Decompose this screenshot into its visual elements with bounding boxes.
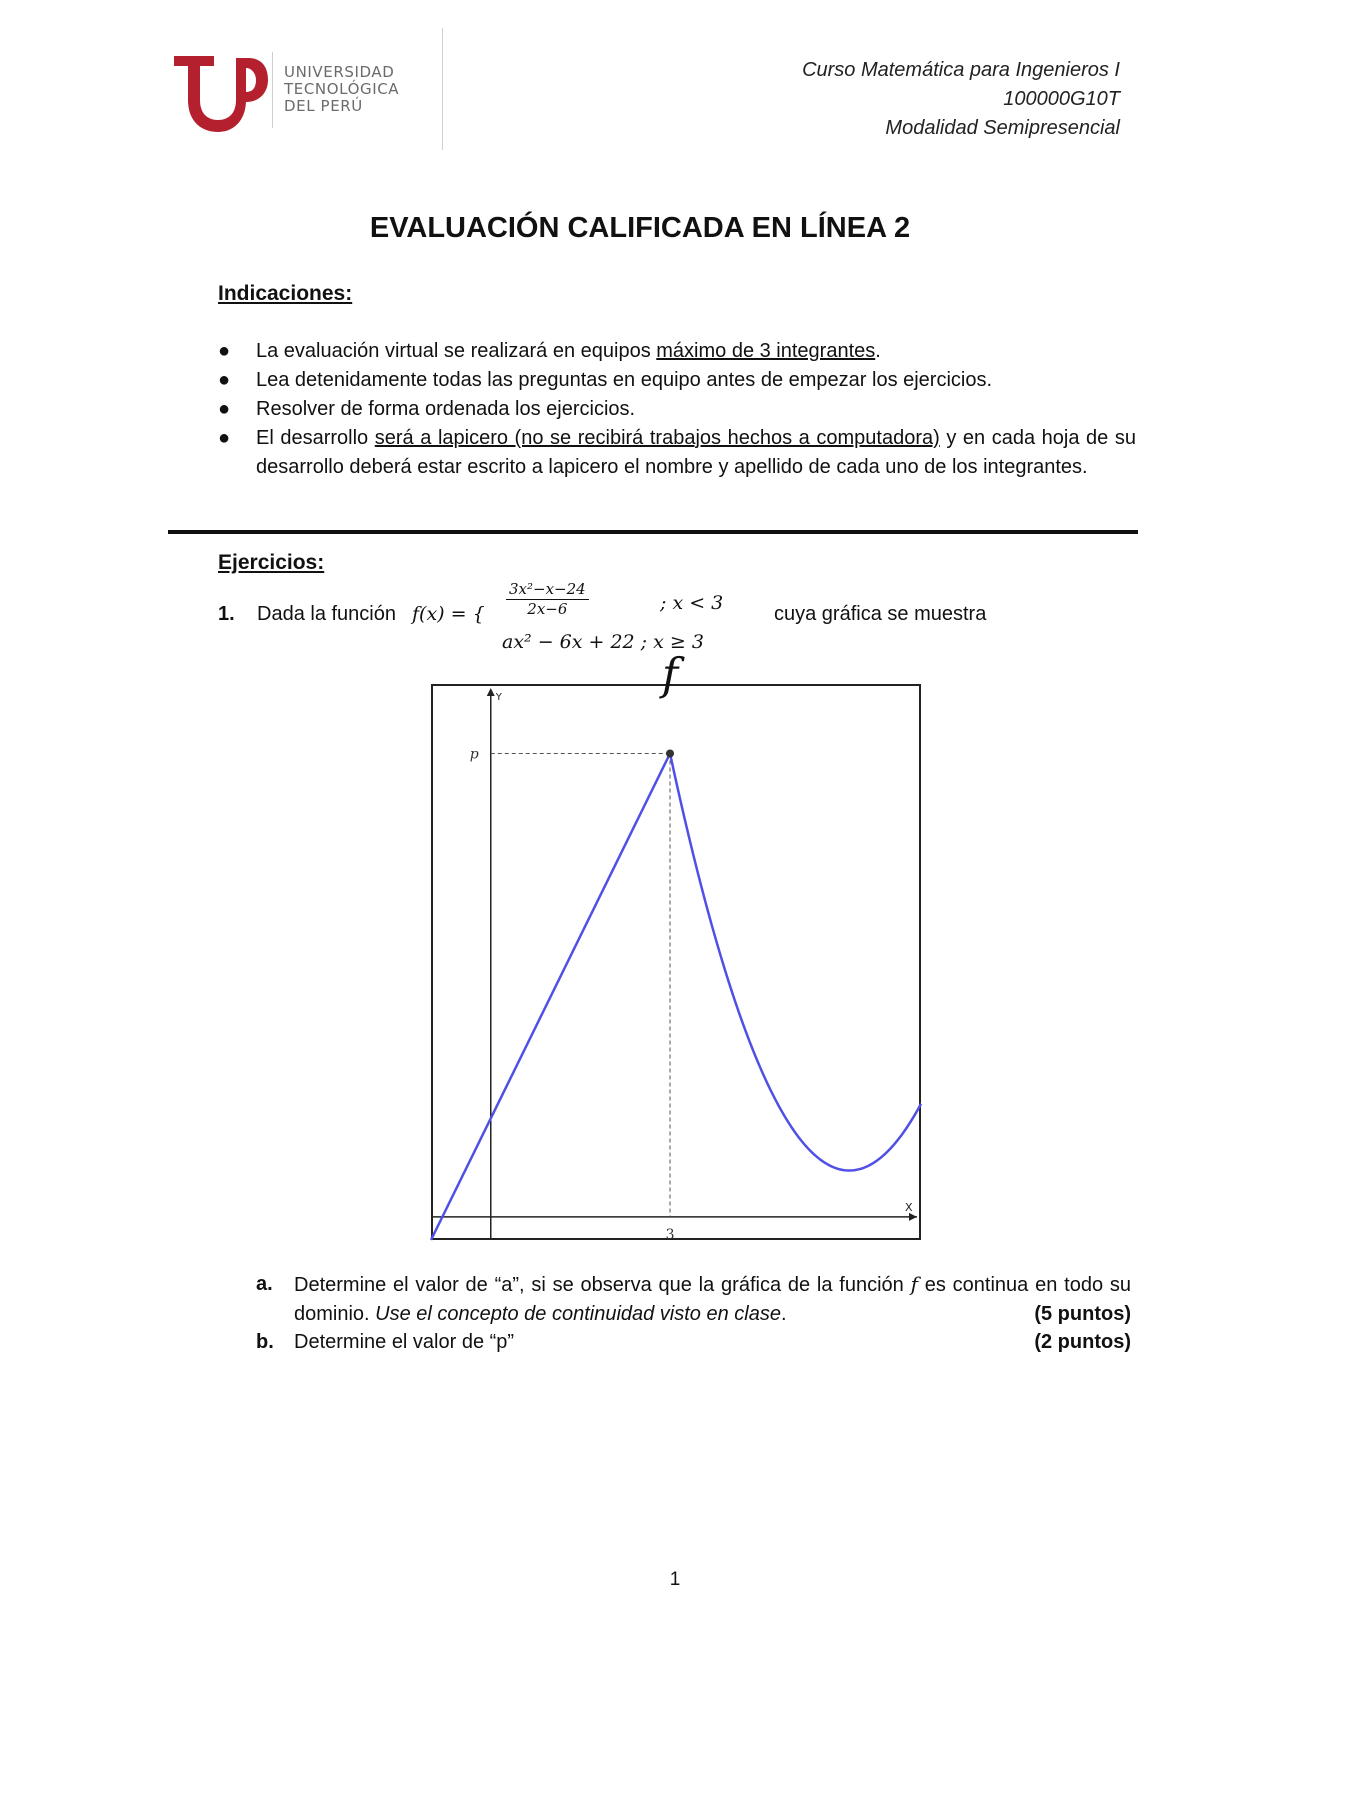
logo-divider (272, 52, 273, 128)
header-divider (442, 28, 443, 150)
course-modality: Modalidad Semipresencial (885, 117, 1120, 139)
fraction-numerator: 3x²−x−24 (506, 580, 589, 600)
subquestion-label: a. (256, 1273, 273, 1295)
bullet-text: y en cada hoja de su desarrollo deberá estar escrito a lapicero el nombre y apellido de cada uno de los integrantes. (256, 427, 1137, 478)
function-graph (431, 649, 921, 1243)
x-tick-label: 3 (665, 1226, 675, 1243)
section-divider (168, 530, 1138, 534)
question-tail: cuya gráfica se muestra (774, 603, 987, 625)
data-point (666, 750, 674, 758)
bullet-text: El desarrollo (256, 427, 375, 449)
bullet-underlined: será a lapicero (no se recibirá trabajos hechos a computadora) (374, 427, 940, 449)
bullet-text: Resolver de forma ordenada los ejercicios. (256, 398, 636, 420)
list-item: ● La evaluación virtual se realizará en equipos máximo de 3 integrantes. (218, 340, 881, 362)
utp-logo-mark (170, 48, 270, 134)
subquestion-text: Determine el valor de “p” (294, 1331, 515, 1353)
list-item: ● Lea detenidamente todas las preguntas en equipo antes de empezar los ejercicios. (218, 369, 993, 391)
piece1-condition: ; x < 3 (660, 592, 724, 614)
piece2-expression: ax² − 6x + 22 ; x ≥ 3 (502, 631, 704, 653)
indicaciones-heading: Indicaciones: (218, 282, 353, 305)
function-label: f (661, 649, 679, 701)
piece1-fraction (506, 580, 589, 618)
x-axis-label: X (905, 1200, 913, 1214)
graph-frame (432, 685, 920, 1239)
bullet-text: . (875, 340, 881, 362)
question-intro: Dada la función (257, 603, 396, 625)
university-name (284, 64, 399, 115)
course-code: 100000G10T (1003, 88, 1120, 110)
function-definition: f(x) = { (412, 603, 485, 625)
subquestion-b (256, 1328, 1131, 1357)
ejercicios-heading: Ejercicios: (218, 551, 325, 574)
subquestion-text: es continua en todo su dominio. (294, 1274, 1131, 1325)
logo-line-2: TECNOLÓGICA (284, 80, 400, 98)
bullet-text: Lea detenidamente todas las preguntas en equipo antes de empezar los ejercicios. (256, 369, 993, 391)
subquestion-hint: Use el concepto de continuidad visto en clase (375, 1303, 781, 1325)
utp-logo (170, 48, 270, 134)
page-title: EVALUACIÓN CALIFICADA EN LÍNEA 2 (369, 212, 911, 244)
points-badge: (2 puntos) (1034, 1331, 1131, 1353)
indicaciones-list (218, 337, 1136, 482)
question-number: 1. (218, 603, 235, 625)
y-axis-label: Y (495, 692, 502, 703)
bullet-text: La evaluación virtual se realizará en equipos (256, 340, 657, 362)
subquestion-label: b. (256, 1331, 274, 1353)
subquestion-a: a. Determine el valor de “a”, si se observa que la gráfica de la función f es continua en todo su dominio. Use el concepto de continuidad visto en clase. (5 puntos) (256, 1270, 1131, 1329)
graph-svg (431, 649, 921, 1243)
list-item: ● Resolver de forma ordenada los ejercicios. (218, 398, 636, 420)
course-name: Curso Matemática para Ingenieros I (802, 59, 1120, 81)
points-badge: (5 puntos) (1034, 1303, 1131, 1325)
bullet-underlined: máximo de 3 integrantes (656, 340, 876, 362)
page-number: 1 (669, 1569, 681, 1590)
subquestion-text: Determine el valor de “a”, si se observa que la gráfica de la función (294, 1274, 904, 1296)
list-item: ● El desarrollo será a lapicero (no se recibirá trabajos hechos a computadora) y en cada hoja de su desarrollo deberá estar escrito a lapicero el nombre y apellido de cada uno de los integrantes. (218, 427, 1137, 478)
y-tick-label: p (469, 746, 479, 763)
function-symbol: f (910, 1272, 918, 1296)
course-info (802, 56, 1120, 143)
logo-line-1: UNIVERSIDAD (284, 63, 395, 81)
fraction-denominator: 2x−6 (527, 600, 568, 618)
logo-line-3: DEL PERÚ (284, 97, 363, 115)
